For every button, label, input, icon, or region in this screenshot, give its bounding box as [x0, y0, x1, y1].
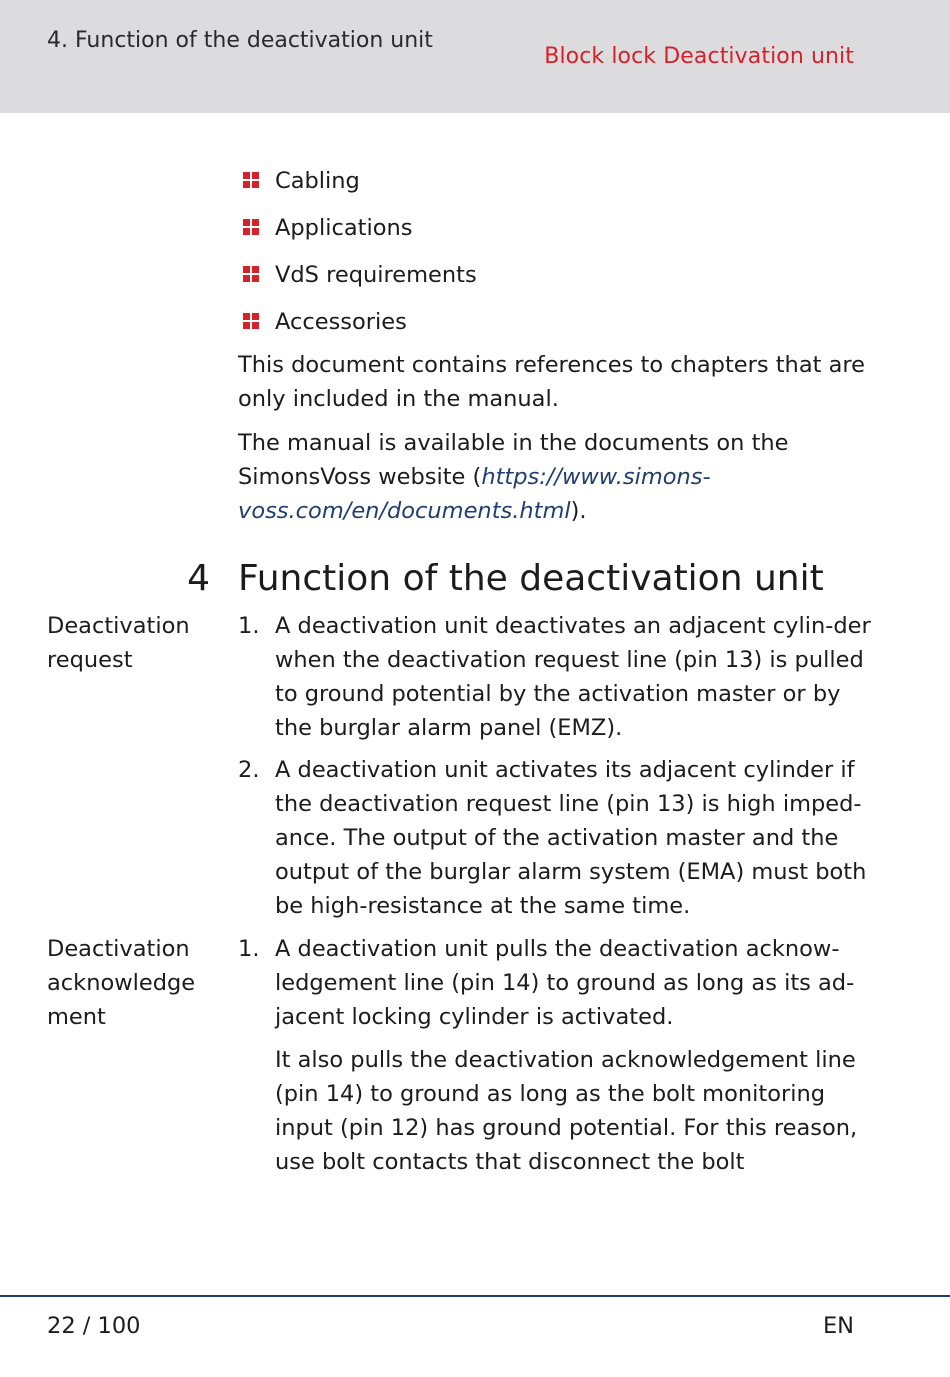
- list-item: [240, 257, 477, 304]
- manual-availability-paragraph: [238, 426, 878, 528]
- list-item: [240, 210, 477, 257]
- red-grid-bullet-icon: [243, 313, 259, 329]
- paragraph-text: The manual is available in the documents on the SimonsVoss website (: [238, 430, 789, 490]
- page-header: [0, 0, 950, 113]
- list-item: [240, 163, 477, 210]
- paragraph-text: ).: [570, 498, 587, 524]
- red-grid-bullet-icon: [243, 266, 259, 282]
- chapter-number: 4: [187, 558, 210, 599]
- red-grid-bullet-icon: [243, 219, 259, 235]
- section-title: 4. Function of the deactivation unit: [47, 28, 433, 53]
- item-number: 2.: [238, 757, 260, 783]
- page-number: 22 / 100: [47, 1313, 141, 1339]
- list-item-label: Applications: [275, 215, 413, 241]
- red-grid-bullet-icon: [243, 172, 259, 188]
- item-text: A deactivation unit pulls the deactivation acknow-ledgement line (pin 14) to ground as long as its ad-jacent locking cylinder is activated.: [275, 936, 855, 1030]
- list-item-label: Accessories: [275, 309, 407, 335]
- item-number: 1.: [238, 936, 260, 962]
- language-code: EN: [822, 1313, 854, 1339]
- document-title: Block lock Deactivation unit: [544, 44, 854, 69]
- documents-link[interactable]: https://www.simons-voss.com/en/documents.html: [238, 464, 711, 524]
- footer-divider: [0, 1295, 950, 1297]
- manual-reference-paragraph: This document contains references to chapters that are only included in the manual.: [238, 352, 865, 412]
- paragraph-text: It also pulls the deactivation acknowledgement line (pin 14) to ground as long as the bolt monitoring input (pin 12) has ground potential. For this reason, use bolt contacts that disconnect the bolt: [275, 1047, 858, 1175]
- margin-label-deactivation-request: Deactivation request: [47, 613, 190, 673]
- list-item-label: Cabling: [275, 168, 360, 194]
- item-text: A deactivation unit deactivates an adjacent cylin-der when the deactivation request line (pin 13) is pulled to ground potential by the activation master or by the burglar alarm panel (EMZ).: [275, 613, 871, 741]
- item-text: A deactivation unit activates its adjacent cylinder if the deactivation request line (pin 13) is high imped-ance. The output of the activation master and the output of the burglar alarm system (EMA) must both be high-resistance at the same time.: [275, 757, 867, 919]
- topic-list: [240, 163, 477, 351]
- list-item-label: VdS requirements: [275, 262, 477, 288]
- margin-label-deactivation-acknowledgement: Deactivation acknowledge ment: [47, 936, 196, 1030]
- list-item: [240, 304, 477, 351]
- chapter-title: Function of the deactivation unit: [238, 558, 824, 599]
- item-number: 1.: [238, 613, 260, 639]
